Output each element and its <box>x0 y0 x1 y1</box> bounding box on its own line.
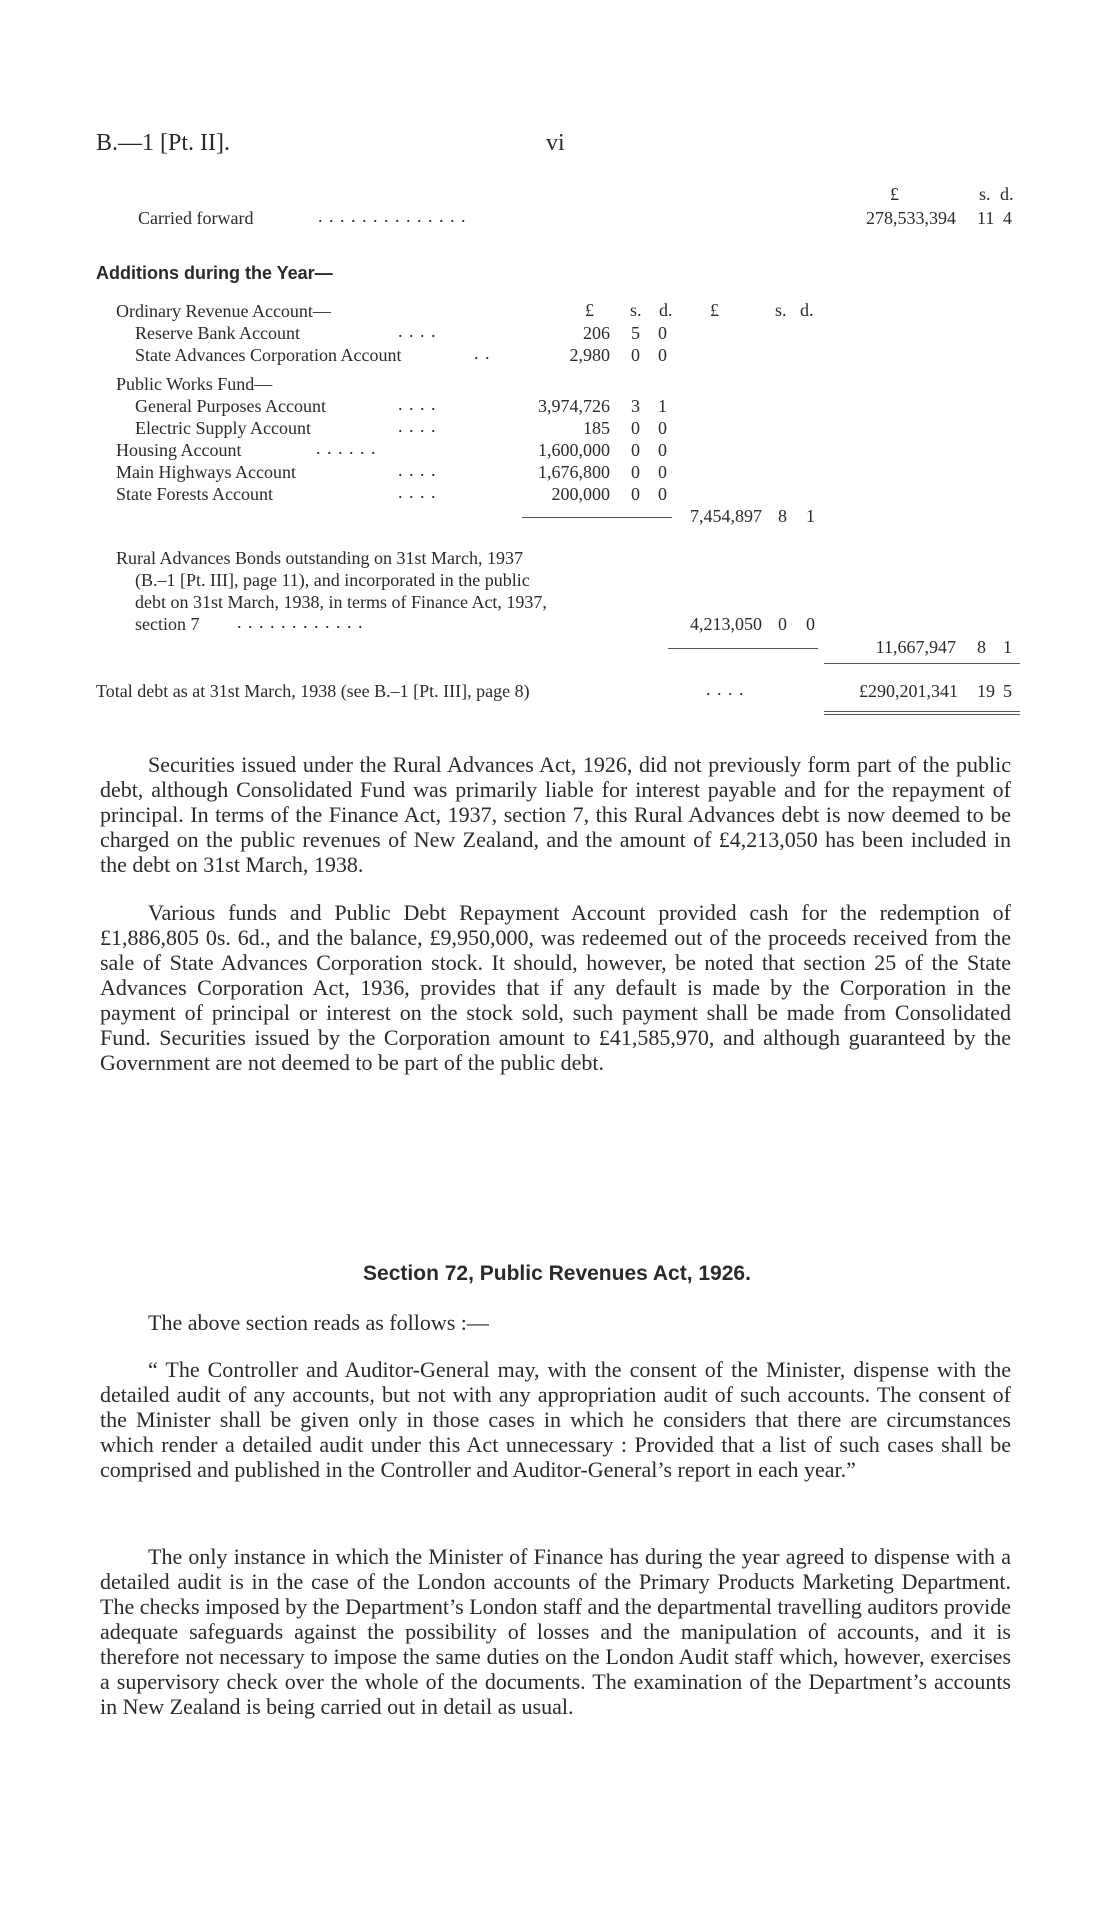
state-forests-pence: 0 <box>658 484 667 504</box>
reserve-bank-shillings: 5 <box>631 323 640 343</box>
total-double-rule-2 <box>824 714 1020 715</box>
housing-account-pounds: 1,600,000 <box>538 440 610 460</box>
main-highways-pence: 0 <box>658 462 667 482</box>
total-debt-shillings: 19 <box>977 681 995 701</box>
general-purposes-pounds: 3,974,726 <box>538 396 610 416</box>
leader-dots: . . . . <box>398 394 437 414</box>
additions-total-rule <box>668 648 818 649</box>
total-double-rule-1 <box>824 711 1020 712</box>
rural-advances-shillings: 0 <box>778 614 787 634</box>
main-highways-label: Main Highways Account <box>116 462 296 482</box>
rural-advances-paragraph: Securities issued under the Rural Advances Act, 1926, did not previously form part of the public debt, although Consolidated Fund was primarily liable for interest payable and for the repayment of principal. In terms of the Finance Act, 1937, section 7, this Rural Advances debt is now deemed to be charged on the public revenues of New Zealand, and the amount of £4,213,050 has been included in the debt on 31st March, 1938. <box>100 752 1011 877</box>
general-purposes-shillings: 3 <box>631 396 640 416</box>
state-advances-pence: 0 <box>658 345 667 365</box>
reserve-bank-label: Reserve Bank Account <box>135 323 300 343</box>
ordinary-and-works-subtotal-pence: 1 <box>806 506 815 526</box>
housing-account-pence: 0 <box>658 440 667 460</box>
carried-forward-shillings: 11 <box>977 208 995 228</box>
leader-dots: . . . . . . . . . . . . . . <box>318 206 467 226</box>
additions-total-pounds: 11,667,947 <box>875 637 956 657</box>
housing-account-shillings: 0 <box>631 440 640 460</box>
carried-forward-pounds: 278,533,394 <box>866 208 956 228</box>
page-number: vi <box>546 130 565 156</box>
electric-supply-shillings: 0 <box>631 418 640 438</box>
shilling-column-header: s. <box>979 184 991 204</box>
public-works-fund-label: Public Works Fund— <box>116 374 273 394</box>
total-debt-pounds: £290,201,341 <box>859 681 958 701</box>
pound-column-header: £ <box>890 184 899 204</box>
electric-supply-pence: 0 <box>658 418 667 438</box>
electric-supply-pounds: 185 <box>583 418 610 438</box>
page-reference: B.—1 [Pt. II]. <box>96 130 230 156</box>
rural-advances-line-1: Rural Advances Bonds outstanding on 31st March, 1937 <box>116 548 523 568</box>
additions-total-shillings: 8 <box>977 637 986 657</box>
main-highways-shillings: 0 <box>631 462 640 482</box>
rural-advances-line-3: debt on 31st March, 1938, in terms of Finance Act, 1937, <box>135 592 547 612</box>
reserve-bank-pounds: 206 <box>583 323 610 343</box>
state-forests-label: State Forests Account <box>116 484 273 504</box>
carried-forward-label: Carried forward <box>138 208 254 228</box>
total-debt-pence: 5 <box>1003 681 1012 701</box>
leader-dots: . . . . <box>398 416 437 436</box>
carried-forward-pence: 4 <box>1003 208 1012 228</box>
main-highways-pounds: 1,676,800 <box>538 462 610 482</box>
pence-column-header-1: d. <box>659 300 673 320</box>
leader-dots: . . . . <box>706 679 745 699</box>
section-intro: The above section reads as follows :— <box>148 1310 489 1335</box>
ordinary-and-works-subtotal-pounds: 7,454,897 <box>690 506 762 526</box>
housing-account-label: Housing Account <box>116 440 242 460</box>
leader-dots: . . . . . . <box>316 438 377 458</box>
section-quote: “ The Controller and Auditor-General may, with the consent of the Minister, dispense with the detailed audit of any accounts, but not with any appropriation audit of such accounts. The consent of the Minister shall be given only in those cases in which he considers that there are circumstances which render a detailed audit under this Act unnecessary : Provided that a list of such cases shall be comprised and published in the Controller and Auditor-General’s report in each year.” <box>100 1357 1011 1482</box>
rural-advances-line-4: section 7 <box>135 614 200 634</box>
pound-column-header-2: £ <box>710 300 719 320</box>
additions-total-pence: 1 <box>1003 637 1012 657</box>
state-advances-label: State Advances Corporation Account <box>135 345 402 365</box>
state-forests-pounds: 200,000 <box>551 484 610 504</box>
pound-column-header-1: £ <box>585 300 594 320</box>
ordinary-and-works-subtotal-shillings: 8 <box>778 506 787 526</box>
leader-dots: . . . . . . . . . . . . <box>237 612 364 632</box>
shilling-column-header-2: s. <box>775 300 787 320</box>
total-rule-top <box>824 663 1020 664</box>
shilling-column-header-1: s. <box>630 300 642 320</box>
state-forests-shillings: 0 <box>631 484 640 504</box>
reserve-bank-pence: 0 <box>658 323 667 343</box>
rural-advances-pounds: 4,213,050 <box>690 614 762 634</box>
pence-column-header: d. <box>1000 184 1014 204</box>
electric-supply-label: Electric Supply Account <box>135 418 311 438</box>
leader-dots: . . . . <box>398 482 437 502</box>
redemption-paragraph: Various funds and Public Debt Repayment Account provided cash for the redemption of £1,886,805 0s. 6d., and the balance, £9,950,000, was redeemed out of the proceeds received from the sale of State Advances Corporation stock. It should, however, be noted that section 25 of the State Advances Corporation Act, 1936, provides that if any default is made by the Corporation in the payment of principal or interest on the stock sold, such payment shall be made from Consolidated Fund. Securities issued by the Corporation amount to £41,585,970, and although guaranteed by the Government are not deemed to be part of the public debt. <box>100 900 1011 1075</box>
leader-dots: . . . . <box>398 321 437 341</box>
section-heading: Section 72, Public Revenues Act, 1926. <box>363 1262 751 1285</box>
leader-dots: . . <box>474 343 491 363</box>
total-debt-label: Total debt as at 31st March, 1938 (see B.–1 [Pt. III], page 8) <box>96 681 530 701</box>
rural-advances-pence: 0 <box>806 614 815 634</box>
pence-column-header-2: d. <box>800 300 814 320</box>
audit-dispensation-paragraph: The only instance in which the Minister of Finance has during the year agreed to dispense with a detailed audit is in the case of the London accounts of the Primary Products Marketing Department. The checks imposed by the Department’s London staff and the departmental travelling auditors provide adequate safeguards against the possibility of losses and the manipulation of accounts, and it is therefore not necessary to impose the same duties on the London Audit staff which, however, exercises a supervisory check over the whole of the documents. The examination of the Department’s accounts in New Zealand is being carried out in detail as usual. <box>100 1544 1011 1719</box>
state-advances-shillings: 0 <box>631 345 640 365</box>
general-purposes-pence: 1 <box>658 396 667 416</box>
general-purposes-label: General Purposes Account <box>135 396 326 416</box>
rural-advances-line-2: (B.–1 [Pt. III], page 11), and incorporated in the public <box>135 570 530 590</box>
leader-dots: . . . . <box>398 460 437 480</box>
additions-heading: Additions during the Year— <box>96 263 333 283</box>
ordinary-revenue-label: Ordinary Revenue Account— <box>116 301 331 321</box>
state-advances-pounds: 2,980 <box>569 345 610 365</box>
